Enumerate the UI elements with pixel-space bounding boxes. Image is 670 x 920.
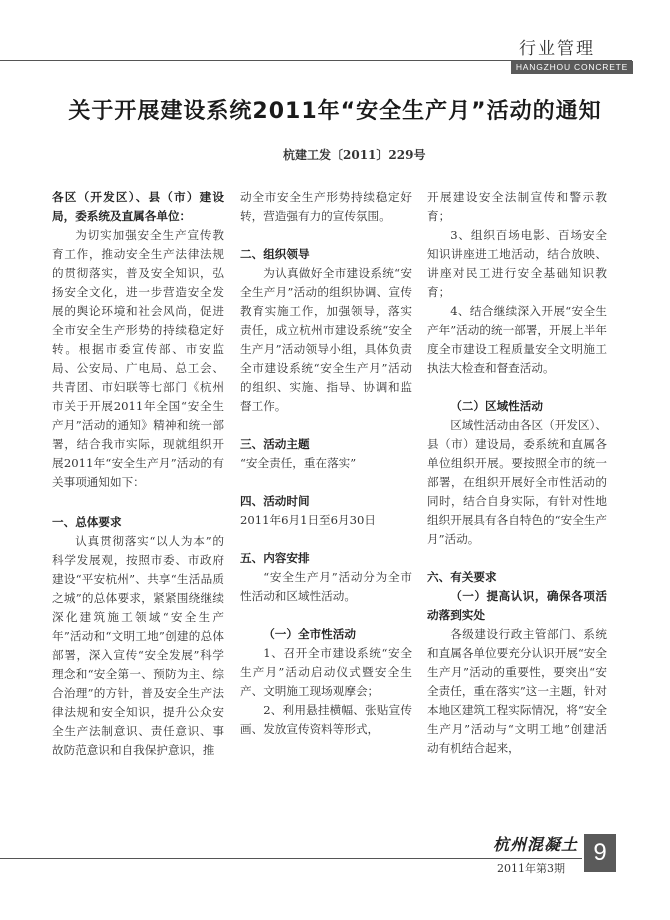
intro-paragraph: 为切实加强安全生产宣传教育工作，推动安全生产法律法规的贯彻落实，普及安全知识，弘扬安全文化，进一步营造安全发展的舆论环境和社会风尚，促进全市安全生产形势的持续稳定好转。根据市委宣传部、市安监局、公安局、广电局、总工会、共青团、市妇联等七部门《杭州市关于开展2011年全国“安全生产月”活动的通知》精神和统一部署，结合我市实际，现就组织开展2011年“安全生产月”活动的有关事项通知如下： [52,228,224,489]
section-subtitle: HANGZHOU CONCRETE [511,61,633,74]
issue-label: 2011年第3期 [497,862,565,875]
article-title: 关于开展建设系统2011年“安全生产月”活动的通知 [68,99,602,124]
citywide-item-2-cont: 开展建设安全法制宣传和警示教育； [427,190,607,223]
citywide-item-1: 1、召开全市建设系统“安全生产月”活动启动仪式暨安全生产、文明施工现场观摩会； [240,646,412,698]
magazine-logo: 杭州混凝土 [493,835,579,854]
paragraph-organization: 为认真做好全市建设系统“安全生产月”活动的组织协调、宣传教育实施工作，加强领导，落实责任，成立杭州市建设系统“安全生产月”活动领导小组，具体负责全市建设系统“安全生产月”活动的组织、实施、指导、协调和监督工作。 [240,266,412,413]
text-column-2 [240,188,412,739]
salutation: 各区（开发区）、县（市）建设局，委系统及直属各单位： [52,190,224,223]
citywide-item-2: 2、利用悬挂横幅、张贴宣传画、发放宣传资料等形式， [240,703,412,736]
heading-general-requirements: 一、总体要求 [52,515,122,529]
theme-text: “安全责任，重在落实” [240,456,357,470]
paragraph-regional: 区域性活动由各区（开发区）、县（市）建设局，委系统和直属各单位组织开展。要按照全市的统一部署，在组织开展好全市性活动的同时，结合自身实际，有针对性地组织开展具有各自特色的“安全生产月”活动。 [427,418,607,546]
section-title: 行业管理 [519,39,595,59]
heading-citywide: （一）全市性活动 [263,627,356,641]
page-number: 9 [584,834,616,872]
heading-period: 四、活动时间 [240,494,310,508]
heading-awareness: （一）提高认识，确保各项活动落到实处 [427,589,607,622]
paragraph-general-requirements-cont: 动全市安全生产形势持续稳定好转，营造强有力的宣传氛围。 [240,190,412,223]
citywide-item-3: 3、组织百场电影、百场安全知识讲座进工地活动，结合放映、讲座对民工进行安全基础知识教育； [427,228,607,299]
paragraph-awareness: 各级建设行政主管部门、系统和直属各单位要充分认识开展“安全生产月”活动的重要性，要突出“安全责任，重在落实”这一主题，针对本地区建筑工程实际情况，将“安全生产月”活动与“文明工地”创建活动有机结合起来， [427,627,607,755]
citywide-item-4: 4、结合继续深入开展“安全生产年”活动的统一部署，开展上半年度全市建设工程质量安全文明施工执法大检查和督查活动。 [427,304,607,375]
text-column-3 [427,188,607,758]
document-number: 杭建工发〔2011〕229号 [283,148,426,162]
text-column-1 [52,188,224,760]
heading-content: 五、内容安排 [240,551,310,565]
heading-regional: （二）区域性活动 [450,399,543,413]
heading-requirements: 六、有关要求 [427,570,497,584]
heading-theme: 三、活动主题 [240,437,310,451]
period-text: 2011年6月1日至6月30日 [240,513,376,527]
paragraph-general-requirements: 认真贯彻落实“以人为本”的科学发展观，按照市委、市政府建设“平安杭州”、共享“生活品质之城”的总体要求，紧紧围绕继续深化建筑施工领域“安全生产年”活动和“文明工地”创建的总体部署，深入宣传“安全发展”科学理念和“安全第一、预防为主、综合治理”的方针，普及安全生产法律法规和安全知识，提升公众安全生产法制意识、责任意识、事故防范意识和自我保护意识，推 [52,534,224,757]
heading-organization: 二、组织领导 [240,247,310,261]
footer-rule [0,858,582,859]
paragraph-content: “安全生产月”活动分为全市性活动和区域性活动。 [240,570,412,603]
